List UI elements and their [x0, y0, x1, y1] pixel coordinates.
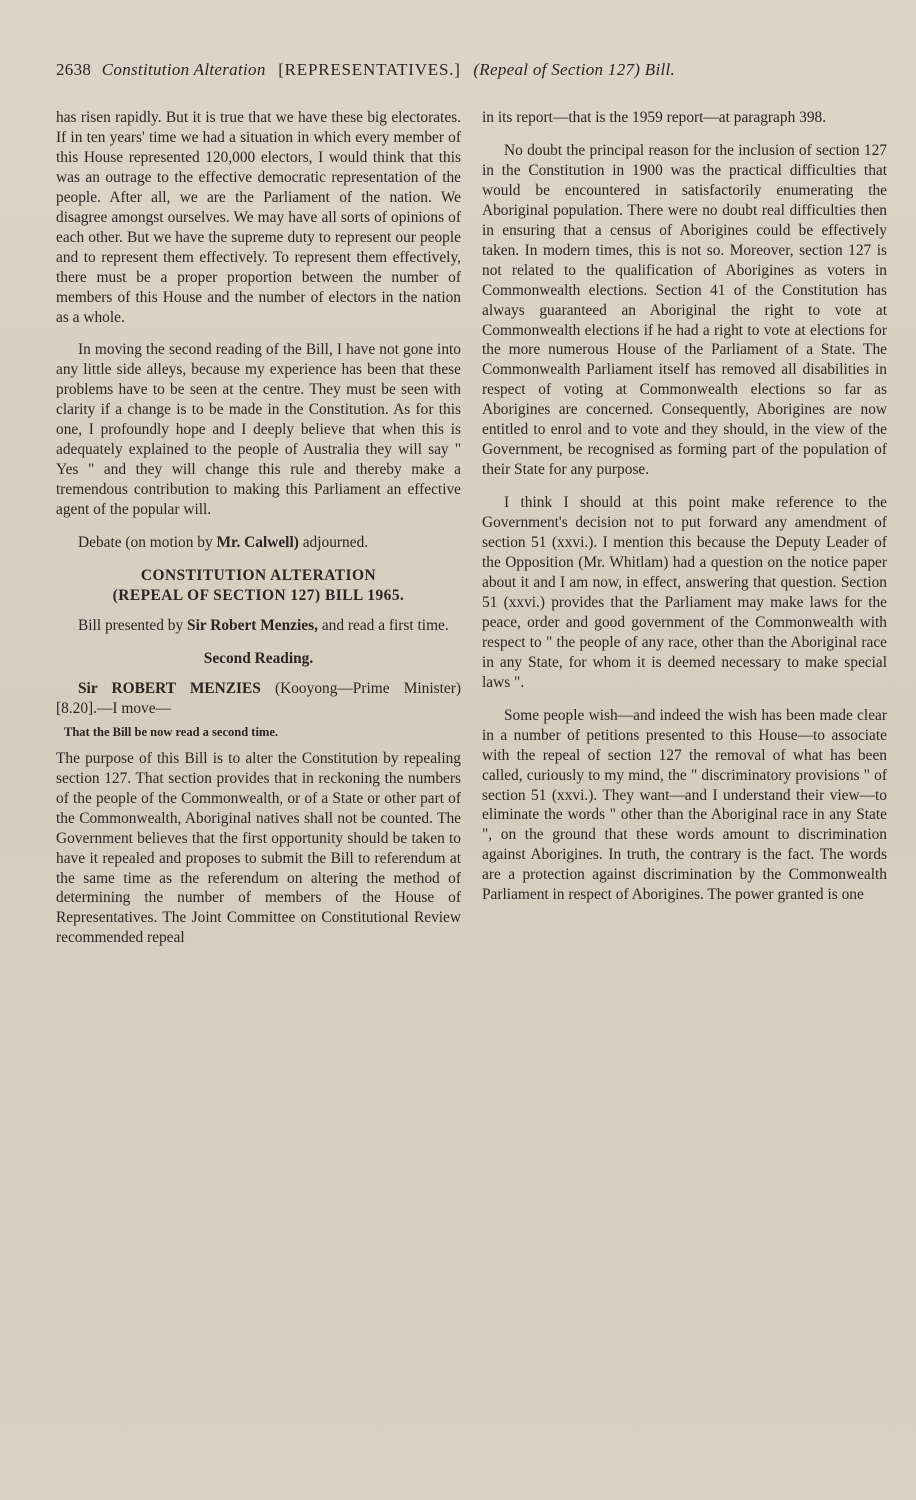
header-left-title: Constitution Alteration	[101, 60, 266, 79]
debate-mover: Mr. Calwell)	[216, 534, 299, 552]
debate-adjourned	[56, 533, 461, 553]
right-paragraph-3: I think I should at this point make reference to the Government's decision not to put forward any amendment of section 51 (xxvi.). I mention this because the Deputy Leader of the Opposition (Mr. Whitlam) had a question on the notice paper about it and I am now, in effect, answering that question. Section 51 (xxvi.) provides that the Parliament may make laws for the peace, order and good government of the Commonwealth with respect to " the people of any race, other than the Aboriginal race in any State, for whom it is deemed necessary to make special laws ".	[482, 494, 887, 691]
speaker-name: Sir ROBERT MENZIES	[78, 679, 261, 697]
debate-prefix: Debate (on motion by	[78, 534, 213, 552]
second-reading-heading: Second Reading.	[203, 649, 314, 667]
bill-suffix: and read a first time.	[321, 617, 449, 635]
left-column	[56, 108, 461, 961]
right-paragraph-1: in its report—that is the 1959 report—at paragraph 398.	[482, 109, 827, 126]
left-paragraph-1: has risen rapidly. But it is true that we have these big electorates. If in ten years' time we had a situation in which every member of this House represented 120,000 electors, I would think that this was an outrage to the effective democratic representation of the people. After all, we are the Parliament of the nation. We disagree amongst ourselves. We may have all sorts of opinions of each other. But we have the supreme duty to represent our people and to represent them effectively. To represent them effectively, there must be a proper proportion between the number of members of this House and the number of electors in the nation as a whole.	[56, 109, 461, 326]
speaker-info: (Kooyong—Prime Minister) [8.20].—I move—	[56, 679, 461, 717]
left-paragraph-3: The purpose of this Bill is to alter the Constitution by repealing section 127. That section provides that in reckoning the numbers of the people of the Commonwealth, or of a State or other part of the Commonwealth, Aboriginal natives shall not be counted. The Government believes that the first opportunity should be taken to have it repealed and proposes to submit the Bill to referendum at the same time as the referendum on altering the method of determining the number of members of the House of Representatives. The Joint Committee on Constitutional Review recommended repeal	[56, 749, 461, 947]
bill-presenter: Sir Robert Menzies,	[187, 617, 318, 635]
bill-prefix: Bill presented by	[78, 617, 184, 635]
bill-title-line-2: (REPEAL OF SECTION 127) BILL 1965.	[112, 587, 405, 605]
right-column	[482, 108, 887, 918]
running-header	[56, 60, 876, 80]
motion-text: That the Bill be now read a second time.	[64, 724, 279, 739]
bill-title	[56, 566, 461, 606]
header-right-title: (Repeal of Section 127) Bill.	[473, 60, 676, 79]
bill-title-line-1: CONSTITUTION ALTERATION	[140, 567, 377, 585]
debate-suffix: adjourned.	[302, 534, 369, 552]
page-number: 2638	[56, 60, 92, 79]
speaker-line	[56, 679, 461, 719]
right-paragraph-2: No doubt the principal reason for the inclusion of section 127 in the Constitution in 1900 was the practical difficulties that would be encountered in satisfactorily enumerating the Aboriginal population. There were no doubt real difficulties then in ensuring that a census of Aborigines could be effectively taken. In modern times, this is not so. Moreover, section 127 is not related to the qualification of Aborigines as voters in Commonwealth elections. Section 41 of the Constitution has always guaranteed an Aboriginal the right to vote at Commonwealth elections if he had a right to vote at elections for the more numerous House of the Parliament of a State. The Commonwealth Parliament itself has removed all disabilities in respect of voting at Commonwealth elections so far as Aborigines are concerned. Consequently, Aborigines are now entitled to enrol and to vote and they should, in the view of the Government, be recognised as forming part of the population of their State for any purpose.	[482, 141, 887, 479]
left-paragraph-2: In moving the second reading of the Bill, I have not gone into any little side alleys, because my experience has been that these problems have to be seen at the centre. They must be seen with clarity if a change is to be made in the Constitution. As for this one, I profoundly hope and I deeply believe that when this is adequately explained to the people of Australia they will say " Yes " and they will change this rule and thereby make a tremendous contribution to making this Parliament an effective agent of the popular will.	[56, 341, 461, 519]
right-paragraph-4: Some people wish—and indeed the wish has been made clear in a number of petitions presented to this House—to associate with the repeal of section 127 the removal of what has been called, curiously to my mind, the " discriminatory provisions " of section 51 (xxvi.). They want—and I understand their view—to eliminate the words " other than the Aboriginal race in any State ", on the ground that these words amount to discrimination against Aborigines. In truth, the contrary is the fact. The words are a protection against discrimination by the Commonwealth Parliament in respect of Aborigines. The power granted is one	[482, 706, 887, 904]
header-chamber: [REPRESENTATIVES.]	[278, 60, 461, 79]
bill-presented	[56, 616, 461, 636]
